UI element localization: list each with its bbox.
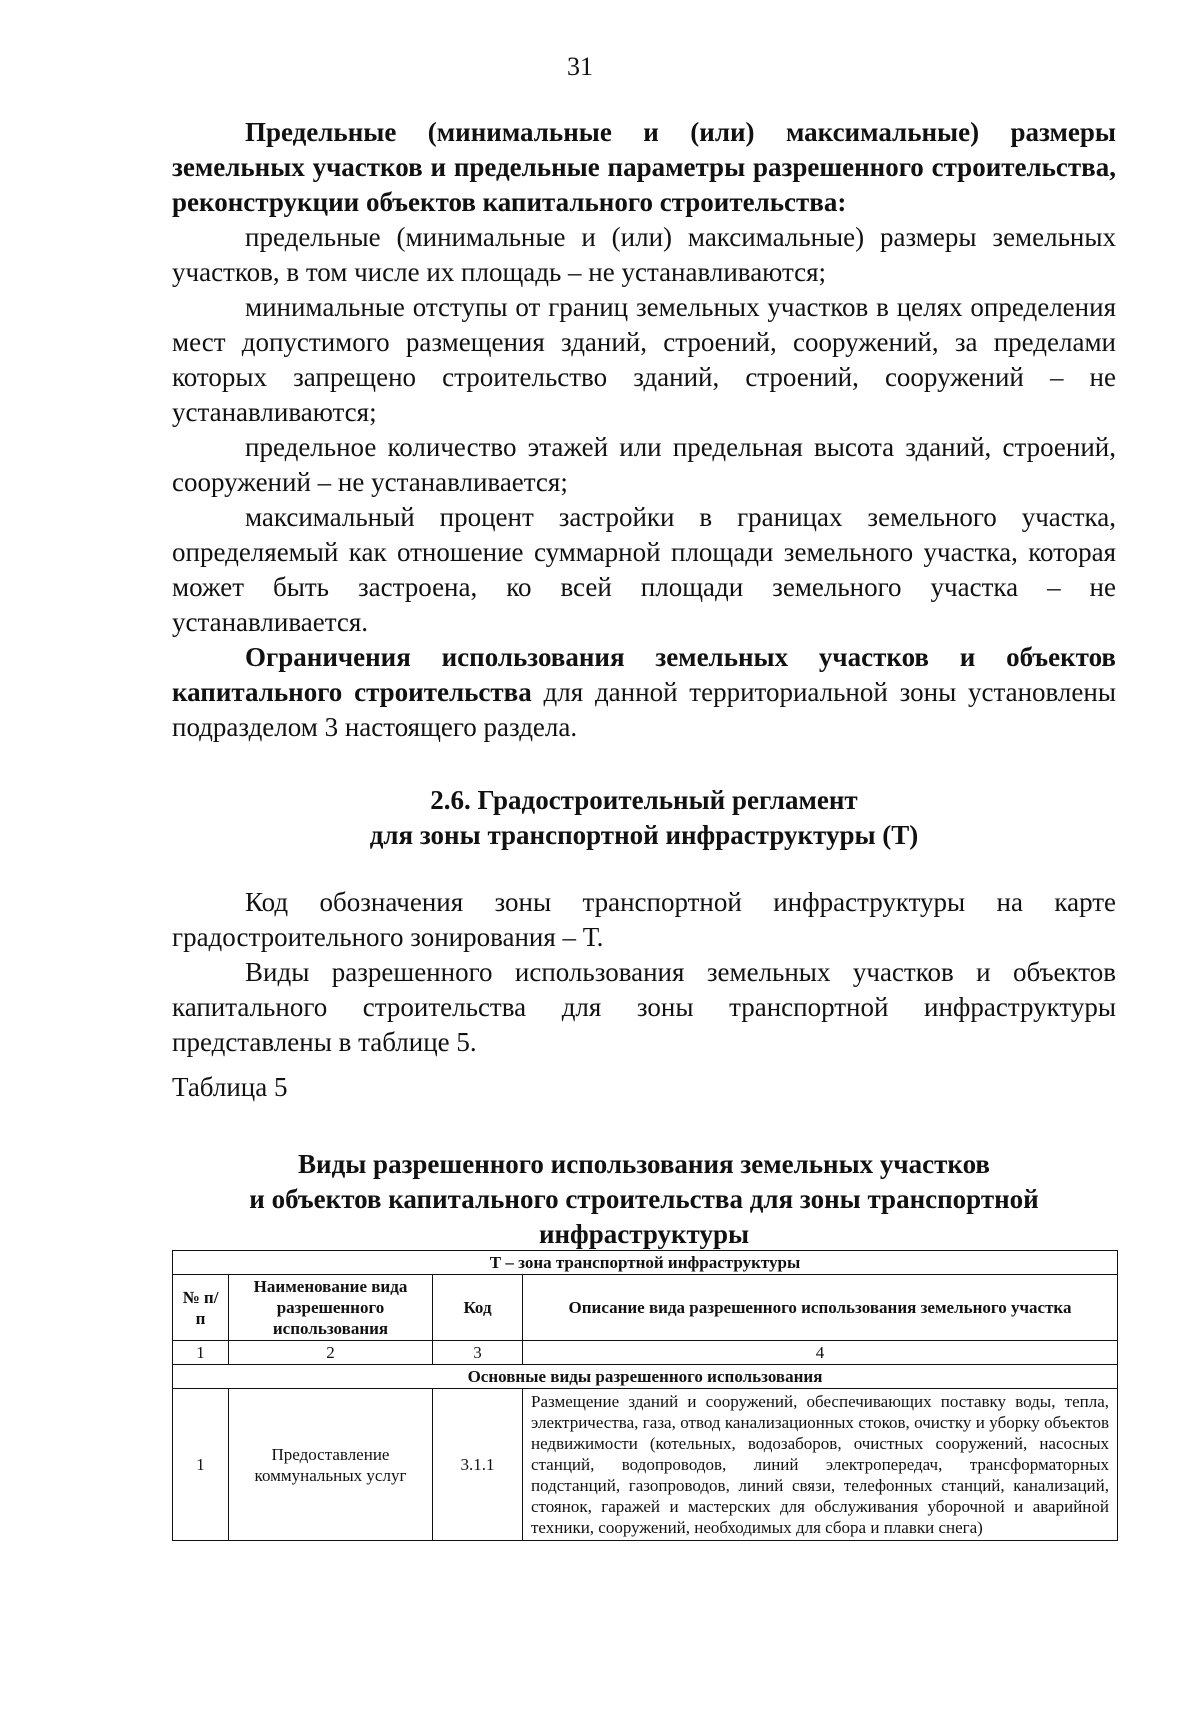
paragraph-land-size: предельные (минимальные и (или) максимальные) размеры земельных участков, в том числе их площадь – не устанавливаются; (172, 222, 1116, 287)
document-body (172, 115, 1116, 1252)
row-num: 1 (173, 1389, 229, 1541)
paragraph-restrictions (172, 640, 1116, 745)
section-title: 2.6. Градостроительный регламент для зоны транспортной инфраструктуры (Т) (369, 785, 919, 850)
paragraph-table-reference: Виды разрешенного использования земельных участков и объектов капитального строительства для зоны транспортной инфраструктуры представлены в таблице 5. (172, 957, 1116, 1057)
header-desc: Описание вида разрешенного использования земельного участка (523, 1275, 1118, 1341)
table-column-header-row (173, 1275, 1118, 1341)
index-cell: 4 (523, 1341, 1118, 1365)
paragraph-zone-code: Код обозначения зоны транспортной инфраструктуры на карте градостроительного зонирования – Т. (172, 887, 1116, 952)
row-desc: Размещение зданий и сооружений, обеспечивающих поставку воды, тепла, электричества, газа, отвод канализационных стоков, очистку и уборку объектов недвижимости (котельных, водозаборов, очистных сооружений, насосных станций, водопроводов, линий электропередач, трансформаторных подстанций, газопроводов, линий связи, телефонных станций, канализаций, стоянок, гаражей и мастерских для обслуживания уборочной и аварийной техники, сооружений, необходимых для сбора и плавки снега) (523, 1389, 1118, 1541)
header-name: Наименование вида разрешенного использования (229, 1275, 433, 1341)
table-group-row (173, 1365, 1118, 1389)
row-code: 3.1.1 (433, 1389, 523, 1541)
paragraph-floors: предельное количество этажей или предельная высота зданий, строений, сооружений – не устанавливается; (172, 432, 1116, 497)
page-number: 31 (567, 52, 593, 81)
row-name: Предоставление коммунальных услуг (229, 1389, 433, 1541)
header-num: № п/п (173, 1275, 229, 1341)
index-cell: 3 (433, 1341, 523, 1365)
restrictions-rest: для данной территориальной зоны установлены подразделом 3 настоящего раздела. (172, 677, 1116, 742)
index-cell: 1 (173, 1341, 229, 1365)
table-row (173, 1389, 1118, 1541)
paragraph-coverage: максимальный процент застройки в границах земельного участка, определяемый как отношение суммарной площади земельного участка, которая может быть застроена, ко всей площади земельного участка – не устанавливается. (172, 502, 1116, 637)
table-label: Таблица 5 (172, 1072, 288, 1102)
restrictions-bold: Ограничения использования земельных участков и объектов капитального строительства (172, 642, 1116, 707)
paragraph-setbacks: минимальные отступы от границ земельных участков в целях определения мест допустимого размещения зданий, строений, сооружений, за пределами которых запрещено строительство зданий, строений, сооружений – не устанавливаются; (172, 292, 1116, 427)
parameters-heading: Предельные (минимальные и (или) максимальные) размеры земельных участков и предельные параметры разрешенного строительства, реконструкции объектов капитального строительства: (172, 117, 1116, 217)
header-code: Код (433, 1275, 523, 1341)
group-main-cell: Основные виды разрешенного использования (173, 1365, 1118, 1389)
land-use-table (172, 1250, 1118, 1541)
table-title: Виды разрешенного использования земельных участков и объектов капитального строительства для зоны транспортной инфраструктуры (249, 1149, 1039, 1249)
zone-header-cell: Т – зона транспортной инфраструктуры (173, 1251, 1118, 1275)
index-cell: 2 (229, 1341, 433, 1365)
table-index-row (173, 1341, 1118, 1365)
table-zone-header-row (173, 1251, 1118, 1275)
